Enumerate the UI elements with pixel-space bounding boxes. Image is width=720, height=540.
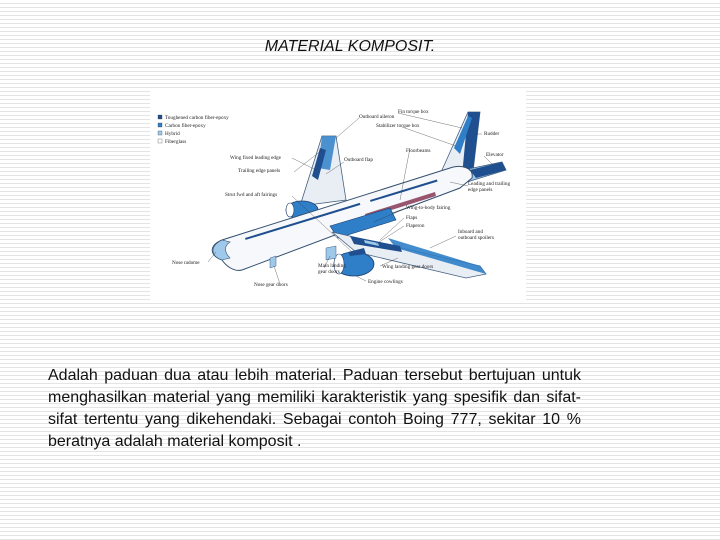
legend-label-2: Hybrid bbox=[165, 131, 180, 137]
legend-label-1: Carbon fiber-epoxy bbox=[165, 123, 206, 129]
label-strut-fairings: Strut fwd and aft fairings bbox=[225, 192, 278, 198]
label-outboard-flap: Outboard flap bbox=[344, 157, 373, 163]
label-elevator: Elevator bbox=[486, 152, 504, 158]
label-main-landing-gear-doors-2: gear doors bbox=[318, 269, 340, 275]
label-main-landing-gear-doors-1: Main landing bbox=[318, 263, 346, 269]
label-rudder: Rudder bbox=[484, 131, 500, 137]
label-wing-to-body-fairing: Wing-to-body fairing bbox=[406, 205, 451, 211]
label-leading-trailing-edge-panels-1: Leading and trailing bbox=[468, 181, 511, 187]
label-wing-fixed-leading-edge: Wing fixed leading edge bbox=[230, 155, 281, 161]
label-engine-cowlings: Engine cowlings bbox=[368, 279, 403, 285]
label-inboard-outboard-spoilers-1: Inboard and bbox=[458, 229, 483, 235]
label-nose-radome: Nose radome bbox=[172, 260, 200, 266]
body-paragraph: Adalah paduan dua atau lebih material. Paduan tersebut bertujuan untuk menghasilkan material yang memiliki karakteristik yang spesifik dan sifat-sifat tertentu yang dikehendaki. Sebagai contoh Boing 777, sekitar 10 % beratnya adalah material komposit . bbox=[48, 367, 581, 450]
label-flaps: Flaps bbox=[406, 215, 418, 221]
legend-swatch-3 bbox=[158, 139, 162, 143]
label-leading-trailing-edge-panels-2: edge panels bbox=[468, 187, 493, 193]
slide-title: MATERIAL KOMPOSIT. bbox=[264, 38, 436, 55]
far-engine-intake bbox=[286, 203, 294, 217]
legend-swatch-1 bbox=[158, 123, 162, 127]
legend-swatch-2 bbox=[158, 131, 162, 135]
main-gear-doors-shape bbox=[326, 246, 336, 260]
legend-swatch-0 bbox=[158, 115, 162, 119]
boeing-777-composite-diagram bbox=[150, 88, 526, 302]
nose-gear-doors-shape bbox=[270, 256, 276, 268]
legend-label-0: Toughened carbon fiber-epoxy bbox=[165, 115, 229, 121]
legend-label-3: Fiberglass bbox=[165, 139, 187, 145]
label-inboard-outboard-spoilers-2: outboard spoilers bbox=[458, 235, 494, 241]
label-floorbeams: Floorbeams bbox=[406, 148, 431, 154]
label-stabilizer-torque-box: Stabilizer torque box bbox=[376, 123, 420, 129]
label-nose-gear-doors: Nose gear doors bbox=[254, 282, 288, 288]
label-wing-landing-gear-doors: Wing landing gear doors bbox=[382, 264, 434, 270]
aircraft-diagram-svg bbox=[150, 88, 526, 302]
label-fin-torque-box: Fin torque box bbox=[398, 109, 429, 115]
label-flaperon: Flaperon bbox=[406, 223, 425, 229]
label-outboard-aileron: Outboard aileron bbox=[359, 114, 395, 120]
label-trailing-edge-panels: Trailing edge panels bbox=[238, 168, 281, 174]
legend bbox=[158, 114, 229, 145]
